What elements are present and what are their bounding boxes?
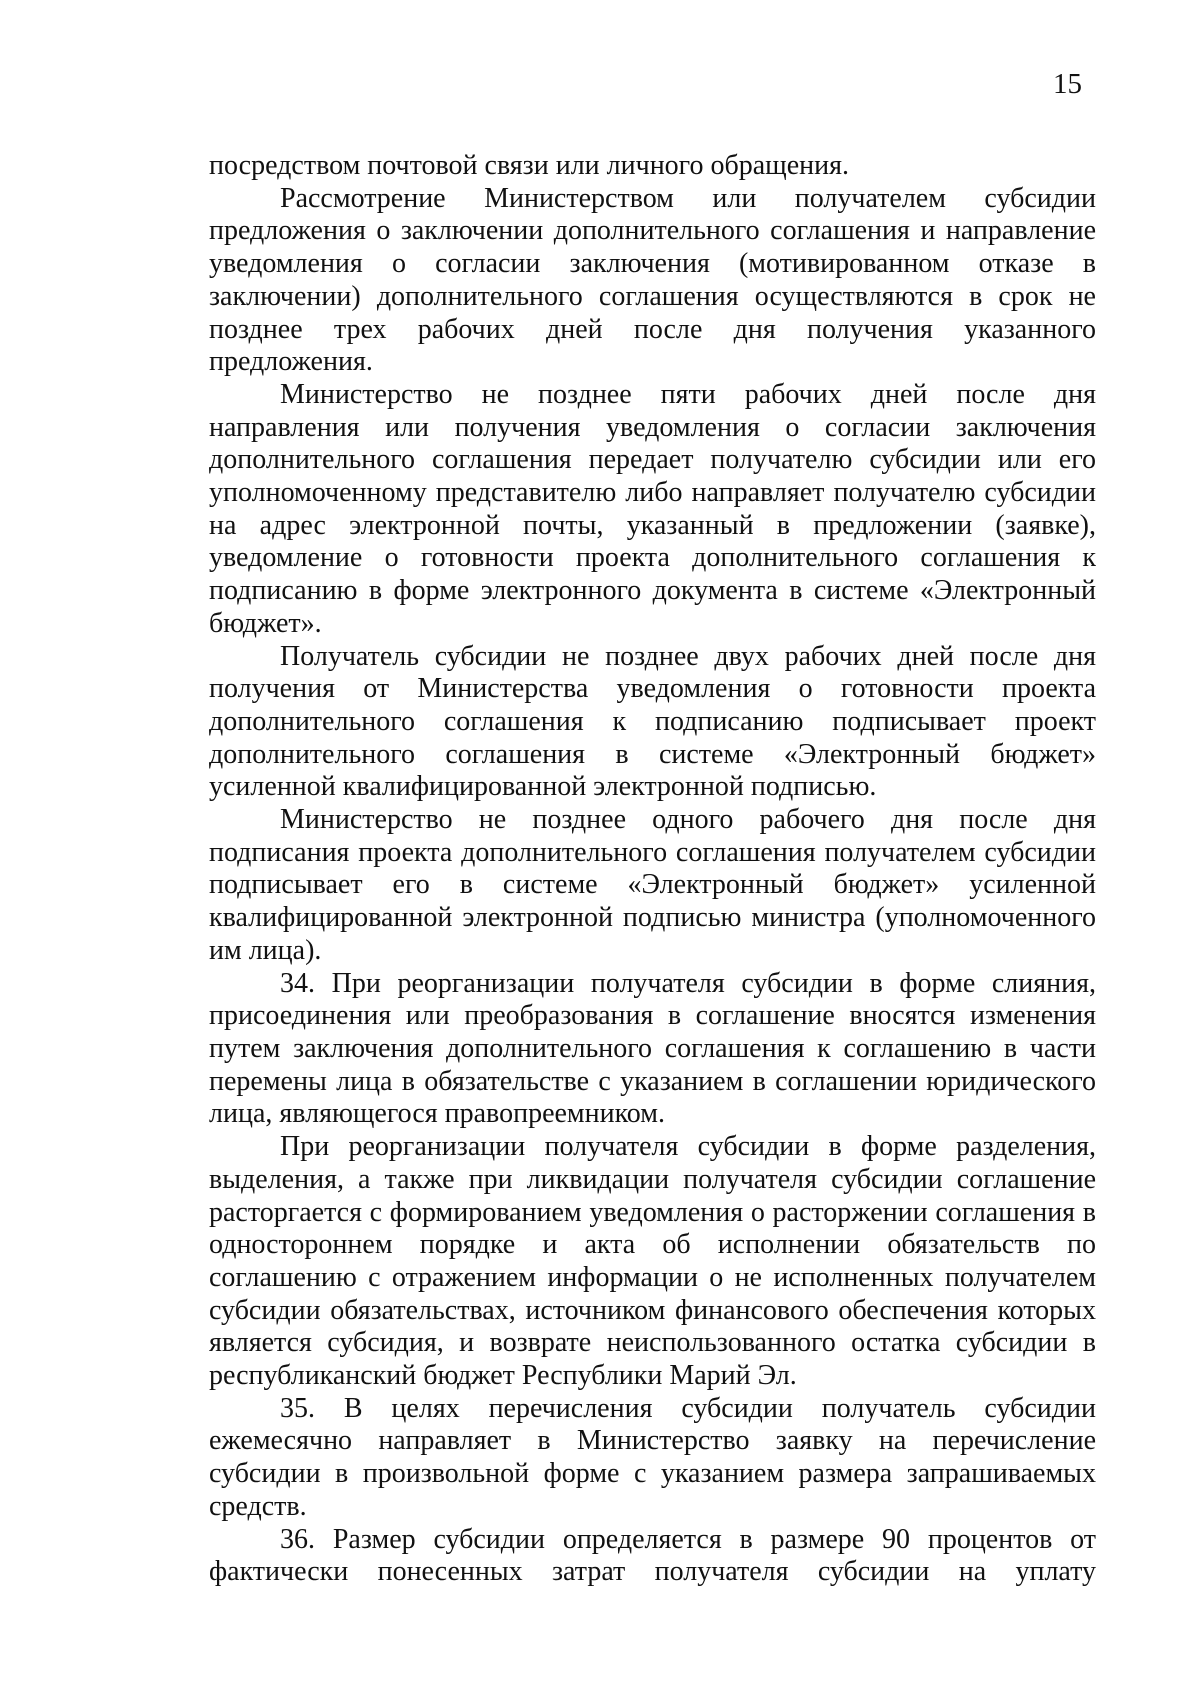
paragraph-ministry-signing: Министерство не позднее одного рабочего дня после дня подписания проекта дополнительного соглашения получателем субсидии подписывает его в системе «Электронный бюджет» усиленной квалифицированной электронной подписью министра (уполномоченного им лица).	[209, 804, 1096, 966]
paragraph-review-proposal: Рассмотрение Министерством или получателем субсидии предложения о заключении дополнительного соглашения и направление уведомления о согласии заключения (мотивированном отказе в заключении) дополнительного соглашения осуществляются в срок не позднее трех рабочих дней после дня получения указанного предложения.	[209, 182, 1096, 378]
page-number: 15	[1053, 68, 1082, 100]
paragraph-ministry-notification: Министерство не позднее пяти рабочих дней после дня направления или получения уведомления о согласии заключения дополнительного соглашения передает получателю субсидии или его уполномоченному представителю либо направляет получателю субсидии на адрес электронной почты, указанный в предложении (заявке), уведомление о готовности проекта дополнительного соглашения к подписанию в форме электронного документа в системе «Электронный бюджет».	[209, 378, 1096, 639]
paragraph-item-35: 35. В целях перечисления субсидии получатель субсидии ежемесячно направляет в Министерство заявку на перечисление субсидии в произвольной форме с указанием размера запрашиваемых средств.	[209, 1392, 1096, 1522]
paragraph-recipient-signing: Получатель субсидии не позднее двух рабочих дней после дня получения от Министерства уведомления о готовности проекта дополнительного соглашения к подписанию подписывает проект дополнительного соглашения в системе «Электронный бюджет» усиленной квалифицированной электронной подписью.	[209, 640, 1096, 803]
paragraph-continuation: посредством почтовой связи или личного обращения.	[209, 150, 849, 181]
paragraph-item-36: 36. Размер субсидии определяется в размере 90 процентов от фактически понесенных затрат получателя субсидии на уплату	[209, 1523, 1096, 1588]
paragraph-reorganization-termination: При реорганизации получателя субсидии в форме разделения, выделения, а также при ликвидации получателя субсидии соглашение расторгается с формированием уведомления о расторжении соглашения в одностороннем порядке и акта об исполнении обязательств по соглашению с отражением информации о не исполненных получателем субсидии обязательствах, источником финансового обеспечения которых является субсидия, и возврате неиспользованного остатка субсидии в республиканский бюджет Республики Марий Эл.	[209, 1131, 1096, 1392]
document-body	[209, 150, 1096, 1589]
paragraph-item-34: 34. При реорганизации получателя субсидии в форме слияния, присоединения или преобразования в соглашение вносятся изменения путем заключения дополнительного соглашения к соглашению в части перемены лица в обязательстве с указанием в соглашении юридического лица, являющегося правопреемником.	[209, 967, 1096, 1130]
